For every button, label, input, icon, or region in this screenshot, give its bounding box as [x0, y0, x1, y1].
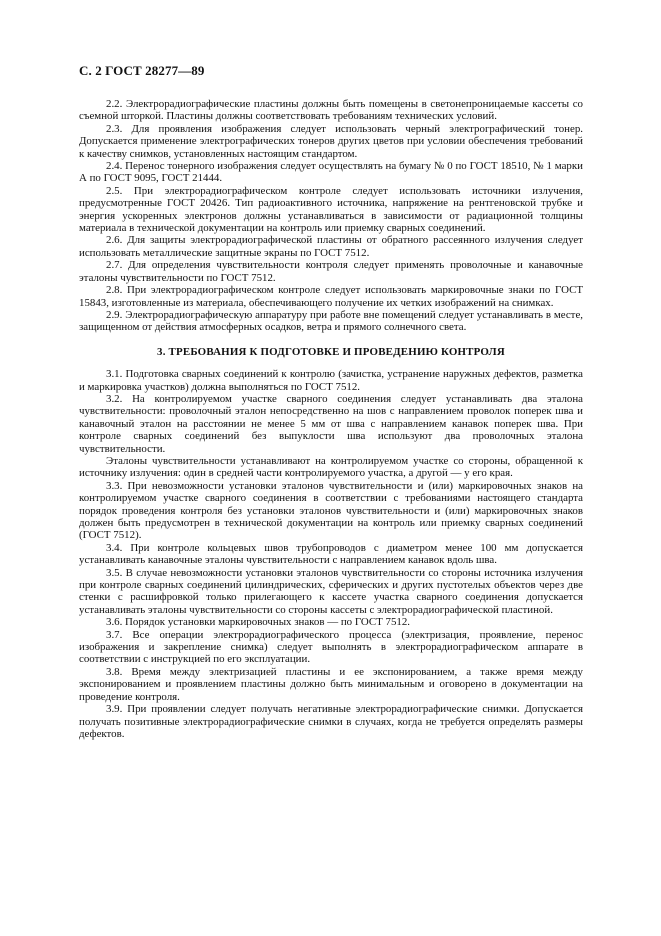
- document-body: [79, 98, 583, 740]
- paragraph-3-1: 3.1. Подготовка сварных соединений к контролю (зачистка, устранение наружных дефектов, разметка и маркировка участков) должна выполняться по ГОСТ 7512.: [79, 368, 583, 393]
- paragraph-3-2-continued: Эталоны чувствительности устанавливают на контролируемом участке со стороны, обращенной к источнику излучения: один в средней части контролируемого участка, а другой — у его края.: [79, 454, 583, 480]
- paragraph-2-4: 2.4. Перенос тонерного изображения следует осуществлять на бумагу № 0 по ГОСТ 18510, № 1 марки А по ГОСТ 9095, ГОСТ 21444.: [79, 160, 583, 185]
- paragraph-3-4: 3.4. При контроле кольцевых швов трубопроводов с диаметром менее 100 мм допускается устанавливать канавочные эталоны чувствительности с направлением канавок вдоль шва.: [79, 541, 583, 567]
- paragraph-2-7: 2.7. Для определения чувствительности контроля следует применять проволочные и канавочные эталоны чувствительности по ГОСТ 7512.: [79, 259, 583, 284]
- section-3-title: 3. ТРЕБОВАНИЯ К ПОДГОТОВКЕ И ПРОВЕДЕНИЮ КОНТРОЛЯ: [157, 345, 505, 358]
- paragraph-3-8: 3.8. Время между электризацией пластины и ее экспонированием, а также время между экспонированием и проявлением пластины должно быть минимальным и оговорено в документации на проведение контроля.: [79, 665, 583, 703]
- paragraph-2-6: 2.6. Для защиты электрорадиографической пластины от обратного рассеянного излучения следует использовать металлические защитные экраны по ГОСТ 7512.: [79, 234, 583, 259]
- page-header: С. 2 ГОСТ 28277—89: [79, 63, 205, 78]
- paragraph-2-5: 2.5. При электрорадиографическом контроле следует использовать источники излучения, предусмотренные ГОСТ 20426. Тип радиоактивного источника, напряжение на рентгеновской трубке и энергия ускоренных электронов должны устанавливаться в зависимости от радиационной толщины материала в технической документации на контроль или приемку сварных соединений.: [79, 184, 583, 235]
- paragraph-3-6: 3.6. Порядок установки маркировочных знаков — по ГОСТ 7512.: [106, 616, 411, 629]
- paragraph-3-7: 3.7. Все операции электрорадиографического процесса (электризация, проявление, перенос изображения и закрепление снимка) следует выполнять в электрорадиографическом аппарате в соответствии с инструкцией по его эксплуатации.: [79, 628, 583, 666]
- paragraph-2-9: 2.9. Электрорадиографическую аппаратуру при работе вне помещений следует устанавливать в месте, защищенном от действия атмосферных осадков, ветра и прямого солнечного света.: [79, 308, 583, 334]
- paragraph-3-5: 3.5. В случае невозможности установки эталонов чувствительности со стороны источника излучения при контроле сварных соединений цилиндрических, сферических и других пустотелых объектов через две стенки с расшифровкой только прилегающего к кассете участка сварного соединения допускается устанавливать эталоны чувствительности со стороны кассеты с электрорадиографической пластиной.: [79, 566, 583, 616]
- paragraph-3-9: 3.9. При проявлении следует получать негативные электрорадиографические снимки. Допускается получать позитивные электрорадиографические снимки в случаях, когда не требуется определять размеры дефектов.: [79, 703, 583, 740]
- paragraph-3-3: 3.3. При невозможности установки эталонов чувствительности и (или) маркировочных знаков на контролируемом участке сварного соединения в соответствии с требованиями настоящего стандарта порядок проведения контроля без установки эталонов чувствительности и (или) маркировочных знаков должен быть предусмотрен в технической документации на контроль или приемку сварных соединений (ГОСТ 7512).: [79, 479, 583, 542]
- paragraph-2-2: 2.2. Электрорадиографические пластины должны быть помещены в светонепроницаемые кассеты со съемной шторкой. Пластины должны соответствовать требованиям технических условий.: [79, 98, 583, 123]
- paragraph-2-8: 2.8. При электрорадиографическом контроле следует использовать маркировочные знаки по ГОСТ 15843, изготовленные из материала, обеспечивающего получение их четких изображений на снимках.: [79, 284, 583, 309]
- paragraph-2-3: 2.3. Для проявления изображения следует использовать черный электрографический тонер. Допускается применение электрографических тонеров других цветов при условии обеспечения требований к качеству снимков, установленных настоящим стандартом.: [79, 122, 583, 160]
- paragraph-3-2: 3.2. На контролируемом участке сварного соединения следует устанавливать два эталона чувствительности: проволочный эталон непосредственно на шов с направлением проволок поперек шва и канавочный эталон на расстоянии не менее 5 мм от шва с направлением канавок поперек шва. При контроле сварных соединений без выпуклости шва используют два проволочных эталона чувствительности.: [79, 392, 583, 455]
